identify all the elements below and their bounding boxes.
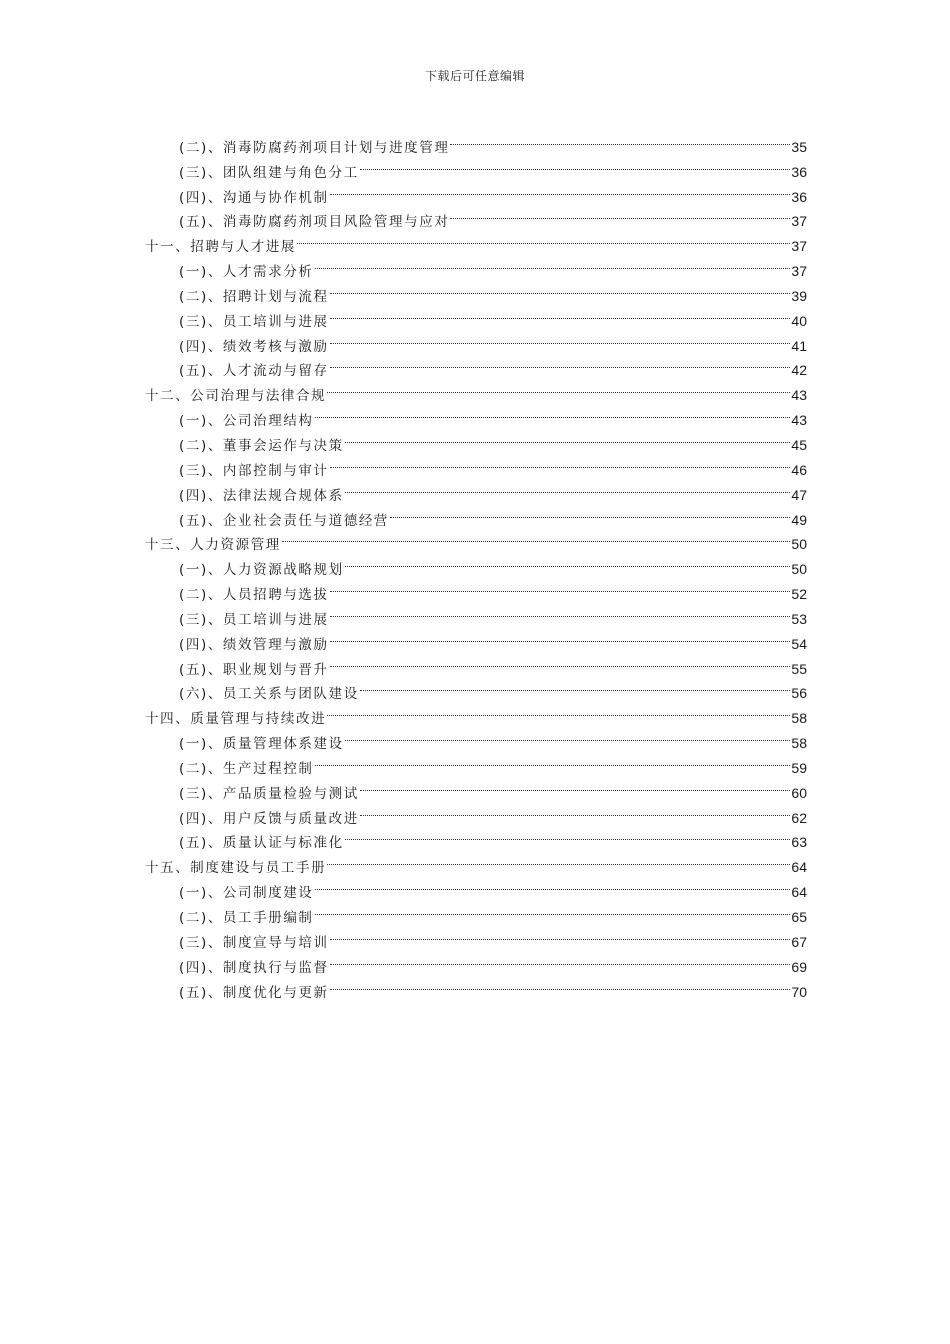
toc-entry-title: 十四、质量管理与持续改进 xyxy=(145,711,327,728)
toc-dot-leader xyxy=(282,525,791,550)
toc-entry-title: 十五、制度建设与员工手册 xyxy=(145,860,327,877)
toc-entry-title: (五)、质量认证与标准化 xyxy=(179,835,344,852)
toc-dot-leader xyxy=(315,400,791,425)
toc-dot-leader xyxy=(315,251,791,276)
page-header: 下载后可任意编辑 xyxy=(424,69,525,83)
toc-dot-leader xyxy=(330,276,791,301)
toc-page-number: 47 xyxy=(791,486,807,503)
toc-page-number: 50 xyxy=(791,536,807,553)
toc-entry-title: (二)、员工手册编制 xyxy=(179,910,314,926)
toc-page-number: 43 xyxy=(791,387,807,404)
toc-entry-title: (二)、消毒防腐药剂项目计划与进度管理 xyxy=(179,139,450,156)
toc-entry-title: (四)、沟通与协作机制 xyxy=(179,189,329,206)
toc-page-number: 60 xyxy=(791,784,807,801)
toc-entry-title: (四)、绩效管理与激励 xyxy=(179,636,329,653)
toc-entry-title: (五)、制度优化与更新 xyxy=(179,984,329,1001)
toc-page-number: 64 xyxy=(791,859,807,876)
toc-entry-title: (三)、产品质量检验与测试 xyxy=(179,785,359,802)
toc-entry-title: (五)、消毒防腐药剂项目风险管理与应对 xyxy=(179,214,450,231)
toc-entry-title: 十二、公司治理与法律合规 xyxy=(145,388,327,405)
toc-page-number: 55 xyxy=(791,660,807,677)
toc-page-number: 59 xyxy=(791,759,807,776)
toc-page-number: 45 xyxy=(791,436,807,453)
toc-page-number: 58 xyxy=(791,710,807,727)
toc-dot-leader xyxy=(345,475,791,500)
toc-entry-title: (三)、制度宣导与培训 xyxy=(179,934,329,951)
toc-entry-title: (一)、质量管理体系建设 xyxy=(179,736,344,753)
table-of-contents xyxy=(145,127,807,1001)
toc-page-number: 64 xyxy=(791,884,807,901)
toc-page-number: 62 xyxy=(791,809,807,826)
toc-entry-title: (四)、用户反馈与质量改进 xyxy=(179,810,359,827)
toc-dot-leader xyxy=(297,226,790,251)
toc-page-number: 36 xyxy=(791,188,807,205)
toc-page-number: 43 xyxy=(791,412,807,429)
toc-entry-title: 十三、人力资源管理 xyxy=(145,537,281,554)
toc-dot-leader xyxy=(330,450,791,475)
toc-page-number: 65 xyxy=(791,909,807,925)
toc-dot-leader xyxy=(330,624,791,649)
toc-dot-leader xyxy=(330,574,791,599)
toc-entry-title: (五)、企业社会责任与道德经营 xyxy=(179,512,390,529)
toc-page-number: 39 xyxy=(791,287,807,304)
toc-page-number: 58 xyxy=(791,735,807,752)
toc-page-number: 54 xyxy=(791,635,807,652)
toc-dot-leader xyxy=(330,947,791,972)
toc-dot-leader xyxy=(330,599,791,624)
toc-dot-leader xyxy=(315,897,791,922)
toc-dot-leader xyxy=(315,748,791,773)
toc-dot-leader xyxy=(360,152,791,177)
toc-entry-title: (二)、招聘计划与流程 xyxy=(179,288,329,305)
toc-entry-title: (二)、生产过程控制 xyxy=(179,760,314,777)
toc-dot-leader xyxy=(345,823,791,848)
toc-page-number: 52 xyxy=(791,586,807,603)
toc-page-number: 49 xyxy=(791,511,807,528)
toc-page-number: 40 xyxy=(791,312,807,329)
toc-dot-leader xyxy=(330,301,791,326)
toc-page-number: 35 xyxy=(791,138,807,155)
toc-dot-leader xyxy=(330,922,791,947)
toc-entry-title: (四)、制度执行与监督 xyxy=(179,959,329,976)
toc-page-number: 37 xyxy=(791,213,807,230)
toc-page-number: 42 xyxy=(791,362,807,379)
toc-dot-leader xyxy=(360,798,791,823)
toc-page-number: 36 xyxy=(791,163,807,180)
toc-dot-leader xyxy=(330,351,791,376)
toc-entry-title: (四)、法律法规合规体系 xyxy=(179,487,344,504)
toc-dot-leader xyxy=(450,202,790,227)
toc-page-number: 63 xyxy=(791,834,807,851)
toc-dot-leader xyxy=(330,972,791,997)
toc-page-number: 50 xyxy=(791,561,807,578)
toc-entry-title: (六)、员工关系与团队建设 xyxy=(179,686,359,703)
toc-entry-title: (三)、员工培训与进展 xyxy=(179,313,329,330)
toc-entry-title: (五)、职业规划与晋升 xyxy=(179,661,329,678)
toc-page-number: 70 xyxy=(791,983,807,1000)
toc-entry-title: (一)、人才需求分析 xyxy=(179,264,314,281)
toc-entry-title: (三)、员工培训与进展 xyxy=(179,611,329,628)
toc-entry-title: (三)、团队组建与角色分工 xyxy=(179,164,359,181)
toc-dot-leader xyxy=(327,375,790,400)
toc-dot-leader xyxy=(330,177,791,202)
toc-dot-leader xyxy=(345,549,791,574)
toc-entry-title: (一)、人力资源战略规划 xyxy=(179,562,344,579)
toc-entry-title: (二)、董事会运作与决策 xyxy=(179,437,344,454)
toc-entry-title: (四)、绩效考核与激励 xyxy=(179,338,329,355)
toc-page-number: 37 xyxy=(791,263,807,280)
toc-dot-leader xyxy=(330,649,791,674)
toc-dot-leader xyxy=(345,425,791,450)
toc-page-number: 37 xyxy=(791,238,807,255)
toc-dot-leader xyxy=(345,723,791,748)
toc-entry-title: (五)、人才流动与留存 xyxy=(179,363,329,380)
toc-dot-leader xyxy=(360,674,791,699)
toc-dot-leader xyxy=(327,698,790,723)
toc-page-number: 41 xyxy=(791,337,807,354)
toc-page-number: 46 xyxy=(791,461,807,478)
toc-entry-title: (一)、公司制度建设 xyxy=(179,885,314,902)
toc-dot-leader xyxy=(315,872,791,897)
toc-dot-leader xyxy=(327,847,790,872)
toc-dot-leader xyxy=(330,326,791,351)
toc-section-entry[interactable] xyxy=(145,127,807,156)
toc-dot-leader xyxy=(390,500,790,525)
toc-dot-leader xyxy=(450,127,790,152)
toc-dot-leader xyxy=(360,773,791,798)
toc-entry-title: (一)、公司治理结构 xyxy=(179,413,314,430)
toc-page-number: 69 xyxy=(791,958,807,975)
toc-page-number: 67 xyxy=(791,933,807,950)
toc-entry-title: (三)、内部控制与审计 xyxy=(179,462,329,479)
toc-page-number: 56 xyxy=(791,685,807,702)
toc-page-number: 53 xyxy=(791,610,807,627)
toc-entry-title: 十一、招聘与人才进展 xyxy=(145,239,296,256)
toc-entry-title: (二)、人员招聘与选拔 xyxy=(179,587,329,604)
